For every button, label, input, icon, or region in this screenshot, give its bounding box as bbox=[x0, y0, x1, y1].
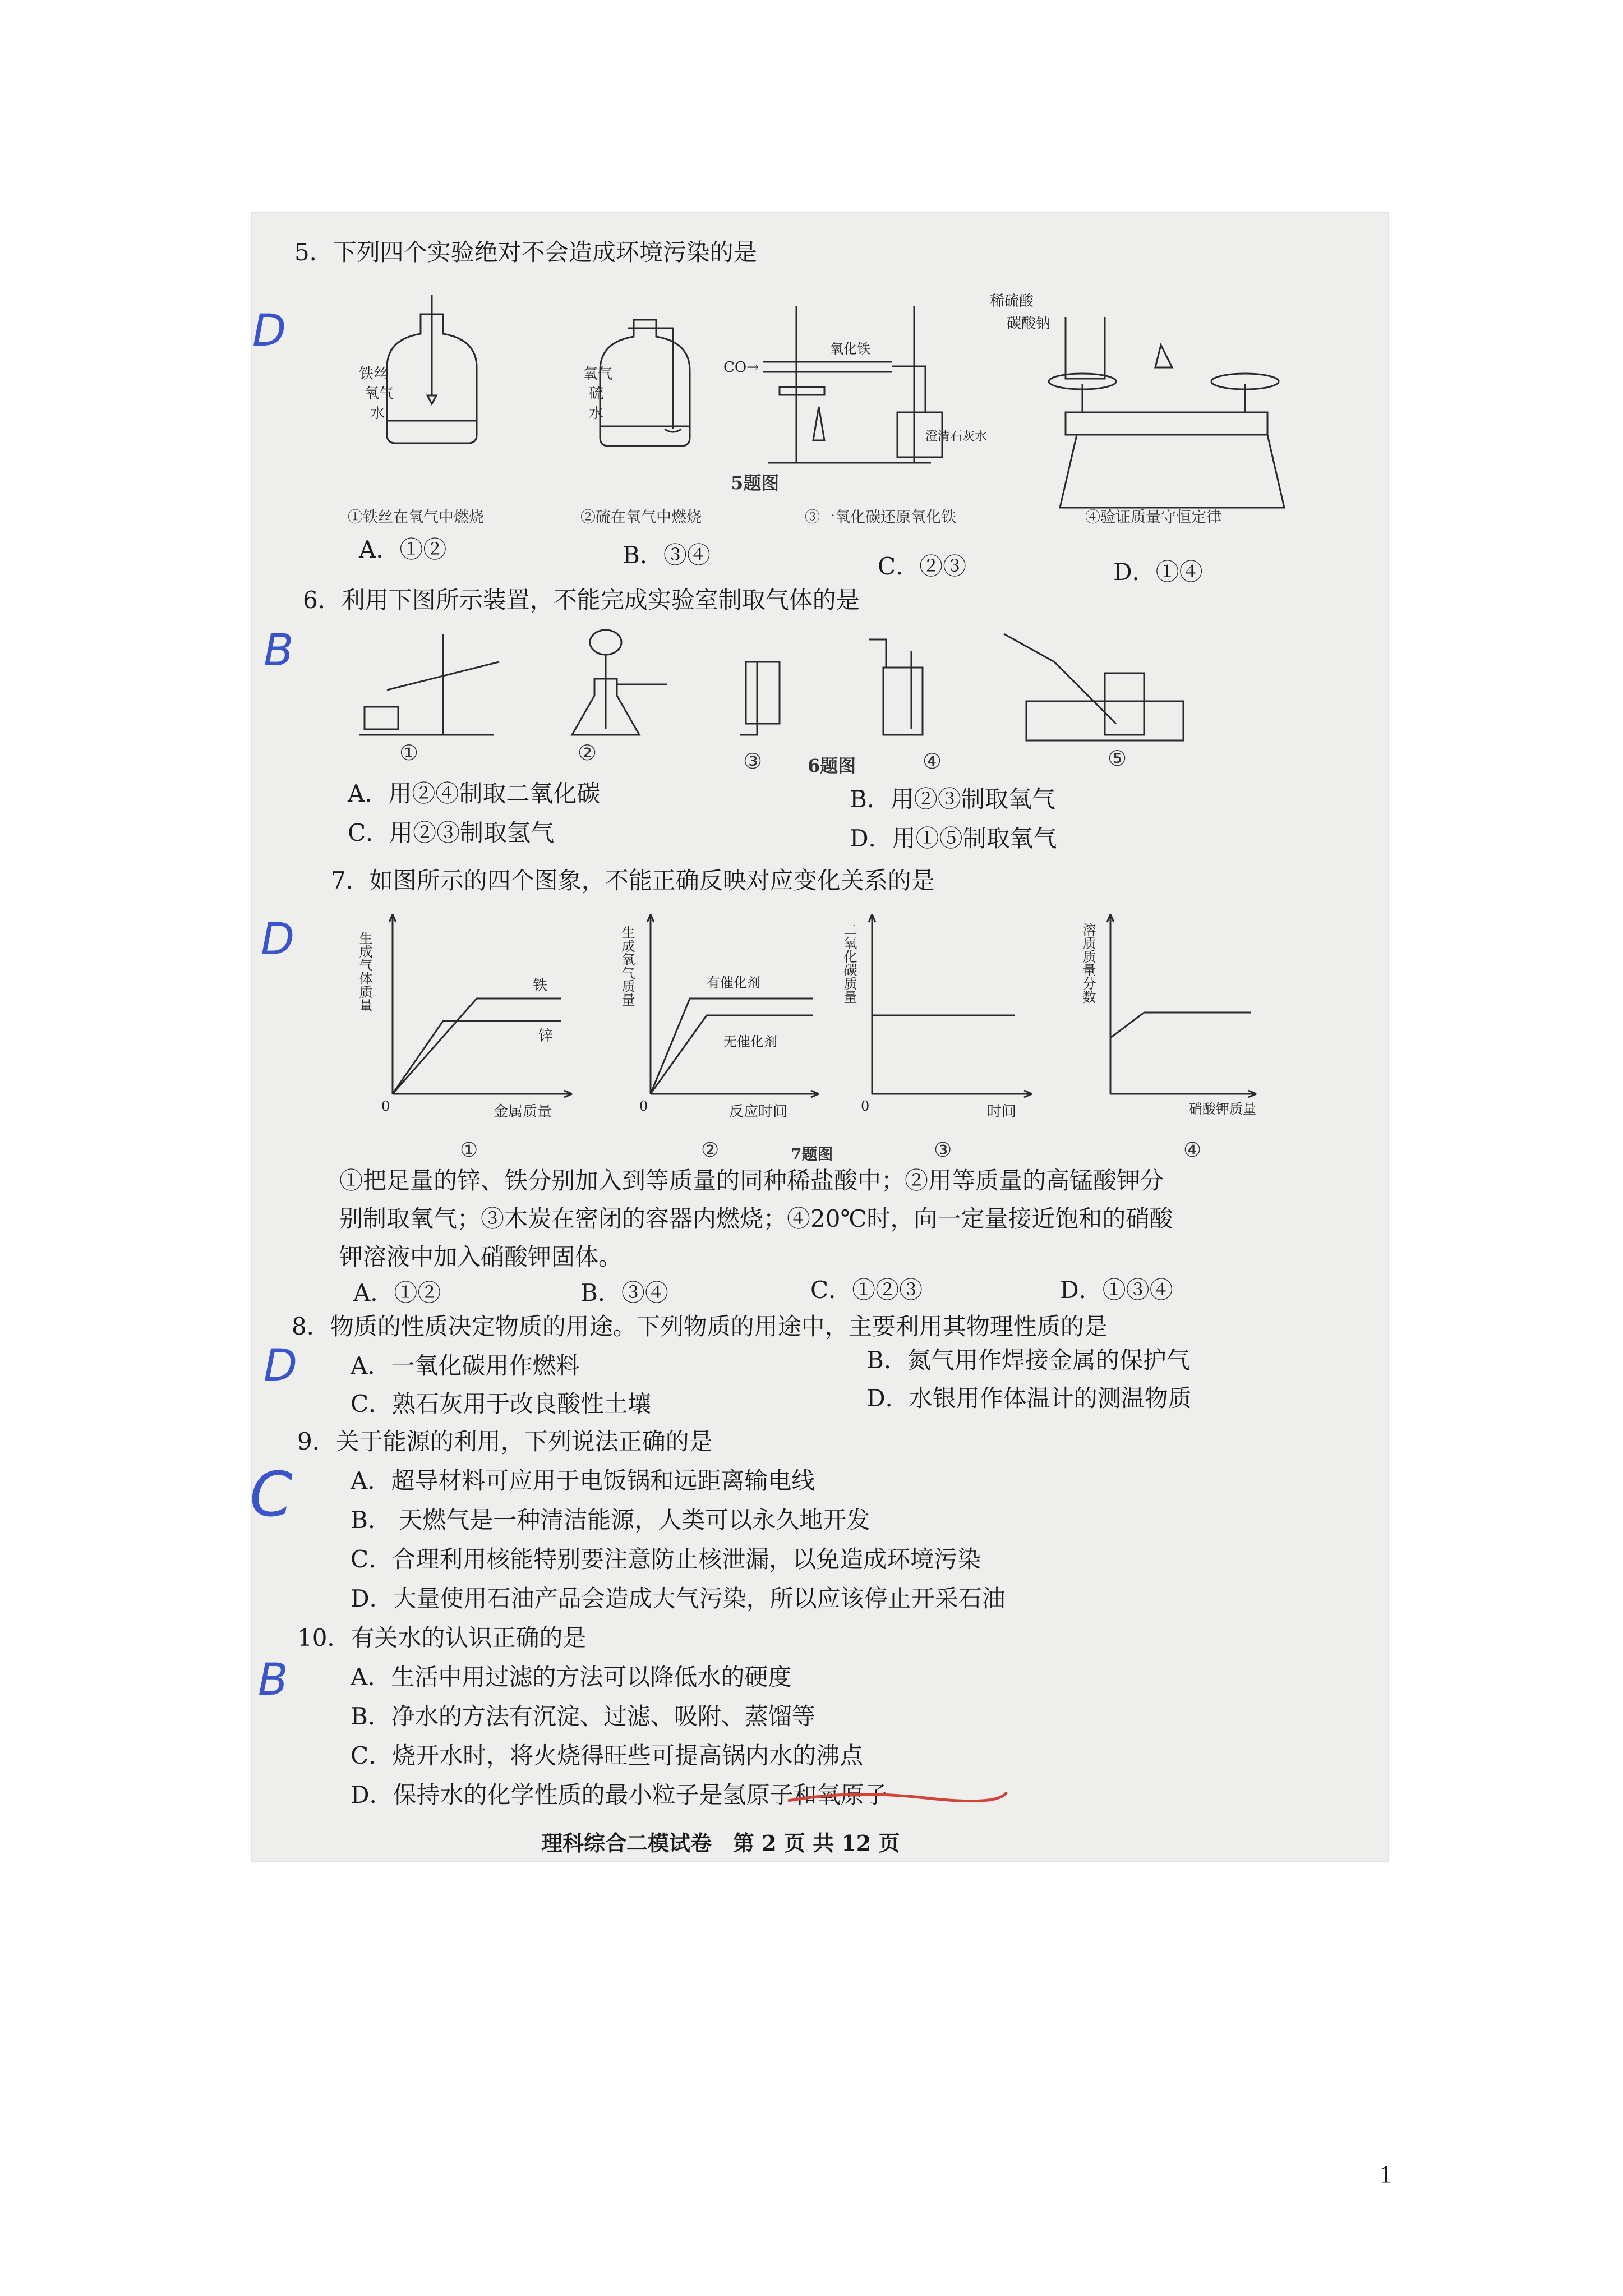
co-reduction-apparatus-icon bbox=[763, 306, 942, 463]
q6-figure-title: 6题图 bbox=[808, 755, 856, 776]
q10-option-b: B．净水的方法有沉淀、过滤、吸附、蒸馏等 bbox=[351, 1703, 815, 1730]
q5-option-a: A．①② bbox=[359, 536, 447, 563]
q9-handwritten-answer: C bbox=[250, 1458, 293, 1530]
q5-caption-3: ③一氧化碳还原氧化铁 bbox=[805, 509, 956, 526]
jar-sulfur-icon bbox=[600, 320, 690, 446]
q6-fig-num-2: ② bbox=[578, 740, 597, 765]
graph-1-line-fe bbox=[393, 999, 561, 1094]
label-limewater: 澄清石灰水 bbox=[925, 430, 988, 444]
q5-option-b: B．③④ bbox=[623, 541, 711, 569]
page-footer: 理科综合二模试卷 第 2 页 共 12 页 bbox=[541, 1830, 900, 1856]
graph-4-ylabel: 溶质质量分数 bbox=[1080, 923, 1096, 1004]
graph-4-line bbox=[1110, 1013, 1251, 1038]
q10-handwritten-answer: B bbox=[258, 1655, 288, 1705]
q8-option-c: C．熟石灰用于改良酸性土壤 bbox=[351, 1390, 652, 1418]
graph-1-origin: 0 bbox=[381, 1098, 390, 1114]
q7-handwritten-answer: D bbox=[261, 914, 295, 965]
q8-option-a: A．一氧化碳用作燃料 bbox=[351, 1352, 580, 1379]
q10-option-a: A．生活中用过滤的方法可以降低水的硬度 bbox=[351, 1663, 792, 1691]
q9-option-b: B． 天燃气是一种清洁能源，人类可以永久地开发 bbox=[351, 1506, 870, 1534]
label-sodium-carbonate: 碳酸钠 bbox=[1007, 315, 1051, 332]
q7-description-line-2: 别制取氧气；③木炭在密闭的容器内燃烧；④20℃时，向一定量接近饱和的硝酸 bbox=[339, 1205, 1173, 1232]
graph-1-series-zn: 锌 bbox=[538, 1028, 554, 1045]
q7-description-line-1: ①把足量的锌、铁分别加入到等质量的同种稀盐酸中；②用等质量的高锰酸钾分 bbox=[339, 1167, 1164, 1194]
graph-2-xlabel: 反应时间 bbox=[729, 1103, 788, 1120]
graph-4-xlabel: 硝酸钾质量 bbox=[1189, 1101, 1256, 1117]
label-oxygen: 氧气 bbox=[365, 385, 394, 402]
q8-handwritten-answer: D bbox=[264, 1341, 298, 1391]
q5-caption-2: ②硫在氧气中燃烧 bbox=[580, 509, 702, 526]
q9-option-a: A．超导材料可应用于电饭锅和远距离输电线 bbox=[351, 1467, 815, 1494]
q9-stem: 9．关于能源的利用，下列说法正确的是 bbox=[297, 1428, 713, 1455]
flask-funnel-icon bbox=[572, 630, 667, 735]
q5-stem: 5．下列四个实验绝对不会造成环境污染的是 bbox=[294, 238, 757, 266]
q8-stem: 8．物质的性质决定物质的用途。下列物质的用途中，主要利用其物理性质的是 bbox=[292, 1313, 1108, 1340]
q6-option-a: A．用②④制取二氧化碳 bbox=[348, 780, 601, 807]
graph-3-ylabel: 二氧化碳质量 bbox=[841, 923, 857, 1004]
label-fe-wire: 铁丝 bbox=[359, 366, 389, 383]
q9-option-d: D．大量使用石油产品会造成大气污染，所以应该停止开采石油 bbox=[351, 1585, 1006, 1612]
q6-fig-num-1: ① bbox=[399, 740, 419, 765]
label-water-2: 水 bbox=[589, 405, 604, 422]
q9-option-c: C．合理利用核能特别要注意防止核泄漏，以免造成环境污染 bbox=[351, 1545, 981, 1573]
q8-option-d: D．水银用作体温计的测温物质 bbox=[866, 1384, 1192, 1412]
graph-2-series-no-catalyst: 无催化剂 bbox=[723, 1034, 777, 1050]
q7-graph-num-1: ① bbox=[460, 1139, 478, 1162]
q6-apparatus-figure bbox=[353, 628, 1228, 757]
q10-option-d: D．保持水的化学性质的最小粒子是氢原子和氧原子 bbox=[351, 1781, 888, 1809]
label-oxygen-2: 氧气 bbox=[583, 366, 613, 383]
graph-1-ylabel: 生成气体质量 bbox=[357, 931, 372, 1012]
q5-apparatus-figure bbox=[336, 295, 1301, 508]
q6-option-d: D．用①⑤制取氧气 bbox=[850, 825, 1057, 852]
graph-1-series-fe: 铁 bbox=[533, 977, 548, 994]
q7-option-b: B．③④ bbox=[580, 1279, 668, 1306]
q7-figure-title: 7题图 bbox=[791, 1145, 833, 1163]
q10-option-c: C．烧开水时，将火烧得旺些可提高锅内水的沸点 bbox=[351, 1742, 864, 1769]
label-sulfur: 硫 bbox=[589, 385, 604, 402]
graph-2-series-catalyst: 有催化剂 bbox=[707, 975, 760, 991]
graph-1-xlabel: 金属质量 bbox=[494, 1103, 552, 1120]
q10-red-underline-mark bbox=[785, 1778, 1009, 1812]
q5-option-c: C．②③ bbox=[878, 553, 967, 580]
q5-caption-1: ①铁丝在氧气中燃烧 bbox=[348, 509, 484, 526]
graph-3-axes bbox=[869, 914, 1032, 1097]
q6-fig-num-5: ⑤ bbox=[1108, 746, 1127, 771]
graph-2-line-no-catalyst bbox=[651, 1015, 813, 1094]
q7-option-a: A．①② bbox=[353, 1279, 441, 1306]
jar-iron-wire-icon bbox=[387, 295, 477, 443]
q6-option-c: C．用②③制取氢气 bbox=[348, 819, 555, 846]
q7-stem: 7．如图所示的四个图象，不能正确反映对应变化关系的是 bbox=[331, 867, 935, 894]
graph-2-axes bbox=[647, 914, 819, 1097]
graph-4-axes bbox=[1107, 914, 1256, 1097]
graph-3-origin: 0 bbox=[861, 1098, 870, 1114]
graph-3-xlabel: 时间 bbox=[987, 1103, 1017, 1120]
graph-2-origin: 0 bbox=[639, 1098, 648, 1114]
collection-bottle-2-icon bbox=[869, 639, 923, 735]
q8-option-b: B．氮气用作焊接金属的保护气 bbox=[866, 1346, 1190, 1374]
q5-caption-4: ④验证质量守恒定律 bbox=[1085, 509, 1221, 526]
label-iron-oxide: 氧化铁 bbox=[830, 341, 870, 357]
q5-option-d: D．①④ bbox=[1113, 558, 1203, 586]
label-dilute-acid: 稀硫酸 bbox=[990, 293, 1034, 310]
q7-graph-num-2: ② bbox=[701, 1139, 720, 1162]
q7-graph-num-4: ④ bbox=[1183, 1139, 1202, 1162]
q6-fig-num-4: ④ bbox=[923, 749, 942, 774]
balance-scale-icon bbox=[1049, 317, 1284, 508]
heating-tube-icon bbox=[359, 634, 499, 735]
q10-stem: 10．有关水的认识正确的是 bbox=[297, 1624, 587, 1651]
q7-option-c: C．①②③ bbox=[810, 1276, 923, 1304]
q6-stem: 6．利用下图所示装置，不能完成实验室制取气体的是 bbox=[303, 586, 860, 614]
graph-1-axes bbox=[389, 914, 572, 1097]
q6-fig-num-3: ③ bbox=[743, 749, 763, 774]
q5-handwritten-answer: D bbox=[252, 306, 287, 356]
label-water: 水 bbox=[370, 405, 385, 422]
label-co: CO→ bbox=[723, 359, 759, 376]
water-trough-icon bbox=[1004, 634, 1183, 740]
q5-figure-title: 5题图 bbox=[731, 472, 780, 494]
graph-2-ylabel: 生成氧气质量 bbox=[619, 926, 635, 1006]
graph-1-line-zn bbox=[393, 1021, 561, 1094]
q7-graphs-figure bbox=[359, 909, 1267, 1122]
gas-collection-bottle-icon bbox=[740, 662, 780, 735]
q7-description-line-3: 钾溶液中加入硝酸钾固体。 bbox=[339, 1243, 623, 1271]
q7-option-d: D．①③④ bbox=[1060, 1276, 1173, 1304]
q6-handwritten-answer: B bbox=[264, 625, 294, 676]
q6-option-b: B．用②③制取氧气 bbox=[850, 785, 1055, 813]
page-number: 1 bbox=[1380, 2160, 1392, 2188]
q7-graph-num-3: ③ bbox=[934, 1139, 952, 1162]
